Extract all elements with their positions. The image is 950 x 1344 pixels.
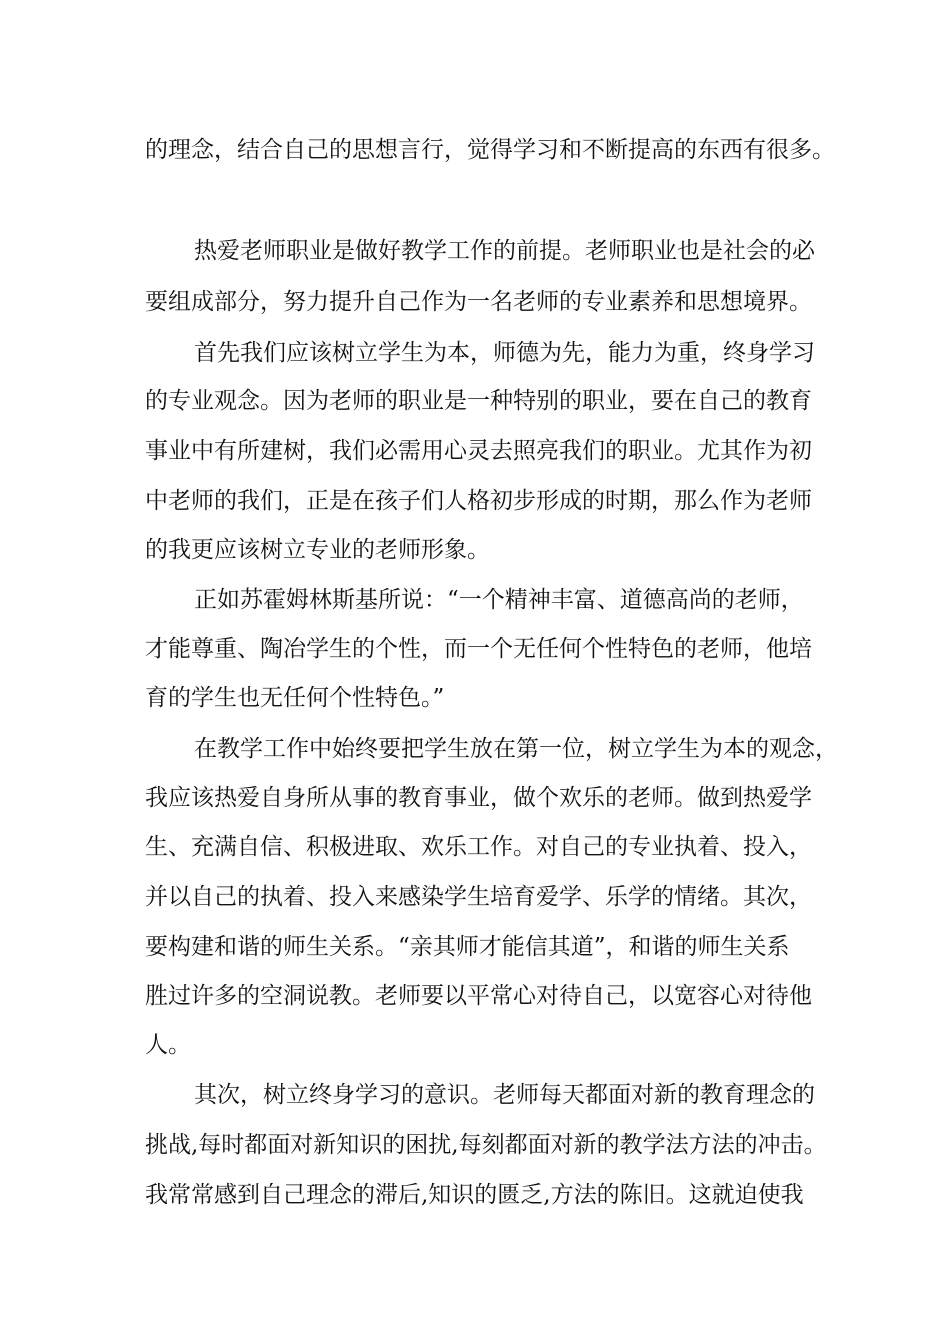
- text-line: 在教学工作中始终要把学生放在第一位，树立学生为本的观念，: [194, 736, 838, 762]
- text-line: 我常常感到自己理念的滞后,知识的匮乏,方法的陈旧。这就迫使我: [145, 1182, 804, 1208]
- text-line: 热爱老师职业是做好教学工作的前提。老师职业也是社会的必: [194, 238, 815, 264]
- text-line: 事业中有所建树，我们必需用心灵去照亮我们的职业。尤其作为初: [145, 438, 812, 464]
- text-line: 育的学生也无任何个性特色。”: [145, 685, 445, 711]
- text-line: 的理念，结合自己的思想言行，觉得学习和不断提高的东西有很多。: [145, 137, 835, 163]
- text-line: 的我更应该树立专业的老师形象。: [145, 537, 490, 563]
- text-line: 其次，树立终身学习的意识。老师每天都面对新的教育理念的: [194, 1082, 815, 1108]
- text-line: 并以自己的执着、投入来感染学生培育爱学、乐学的情绪。其次，: [145, 884, 812, 910]
- text-line: 挑战,每时都面对新知识的困扰,每刻都面对新的教学法方法的冲击。: [145, 1132, 827, 1158]
- text-line: 的专业观念。因为老师的职业是一种特别的职业，要在自己的教育: [145, 388, 812, 414]
- text-line: 中老师的我们，正是在孩子们人格初步形成的时期，那么作为老师: [145, 488, 812, 514]
- text-line: 我应该热爱自身所从事的教育事业，做个欢乐的老师。做到热爱学: [145, 785, 812, 811]
- text-line: 要组成部分，努力提升自己作为一名老师的专业素养和思想境界。: [145, 289, 812, 315]
- text-line: 人。: [145, 1032, 191, 1058]
- text-line: 正如苏霍姆林斯基所说：“一个精神丰富、道德高尚的老师，: [194, 587, 804, 613]
- text-line: 胜过许多的空洞说教。老师要以平常心对待自己，以宽容心对待他: [145, 983, 812, 1009]
- text-line: 才能尊重、陶冶学生的个性，而一个无任何个性特色的老师，他培: [145, 636, 812, 662]
- text-line: 首先我们应该树立学生为本，师德为先，能力为重，终身学习: [194, 340, 815, 366]
- text-line: 要构建和谐的师生关系。“亲其师才能信其道”，和谐的师生关系: [145, 934, 790, 960]
- text-line: 生、充满自信、积极进取、欢乐工作。对自己的专业执着、投入，: [145, 834, 812, 860]
